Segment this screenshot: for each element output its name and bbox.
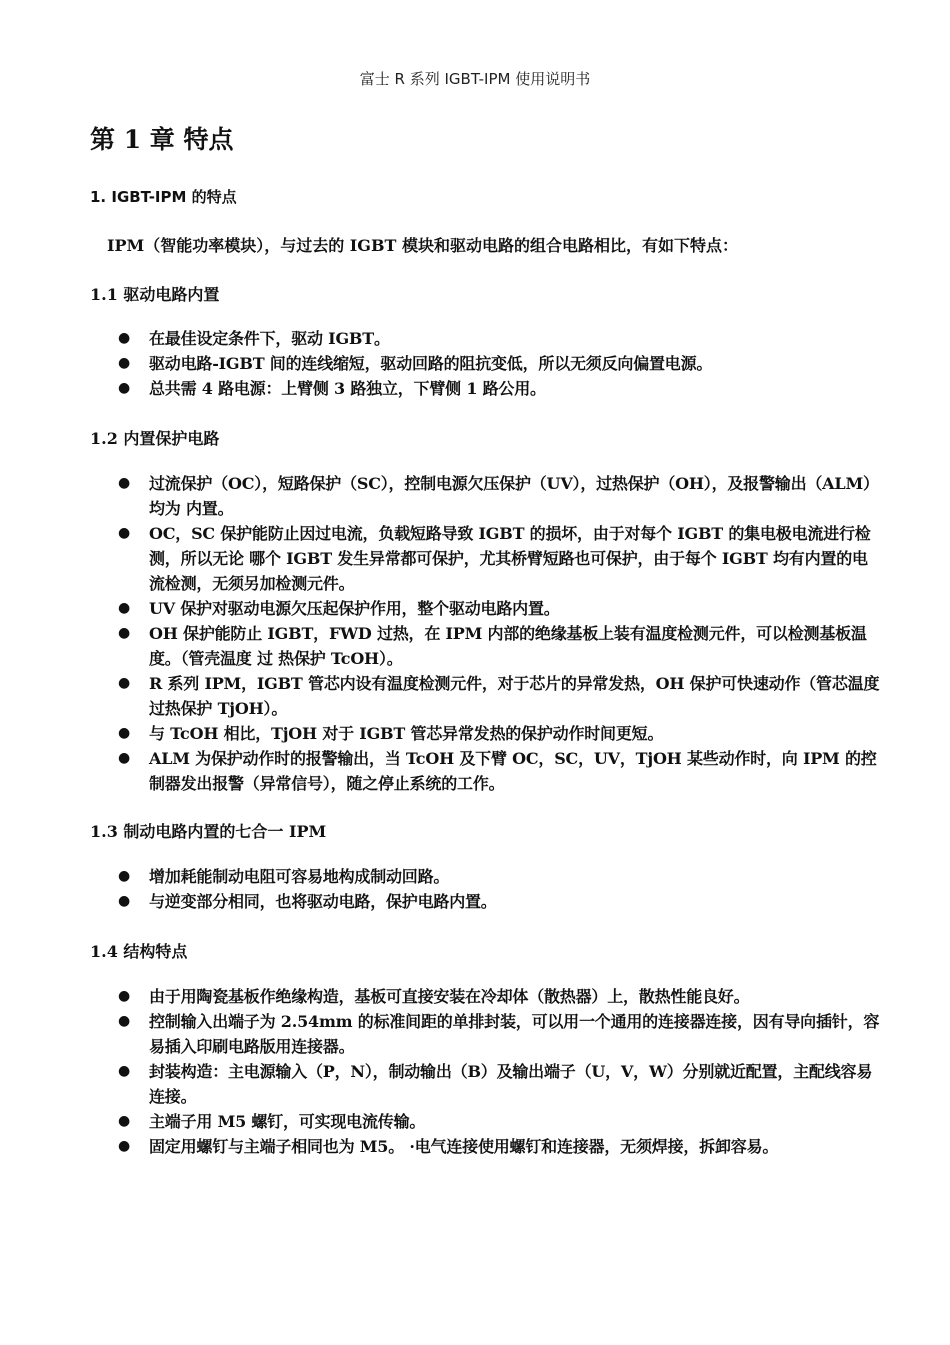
- subsection-heading-1-2: 1.2 内置保护电路: [90, 429, 220, 448]
- list-item: ● 封装构造：主电源输入（P，N），制动输出（B）及输出端子（U，V，W）分别就近配置，主配线容易连接。: [112, 1059, 882, 1109]
- bullet-list-1-4: [112, 984, 882, 1159]
- list-item: ● 由于用陶瓷基板作绝缘构造，基板可直接安装在冷却体（散热器）上，散热性能良好。: [112, 984, 882, 1009]
- bullet-icon: ●: [118, 725, 131, 741]
- bullet-icon: ●: [118, 355, 131, 371]
- list-item: ● OC，SC 保护能防止因过电流，负载短路导致 IGBT 的损坏，由于对每个 IGBT 的集电极电流进行检测，所以无论 哪个 IGBT 发生异常都可保护，尤其桥臂短路也可保护，由于每个 IGBT 均有内置的电流检测，无须另加检测元件。: [112, 521, 882, 596]
- bullet-icon: ●: [118, 868, 131, 884]
- list-item: ● 固定用螺钉与主端子相同也为 M5。 ·电气连接使用螺钉和连接器，无须焊接，拆卸容易。: [112, 1134, 882, 1159]
- subsection-heading-1-3: 1.3 制动电路内置的七合一 IPM: [90, 822, 327, 841]
- list-item: ● 增加耗能制动电阻可容易地构成制动回路。: [112, 864, 882, 889]
- subsection-heading-1-1: 1.1 驱动电路内置: [90, 285, 220, 304]
- list-item: ● UV 保护对驱动电源欠压起保护作用，整个驱动电路内置。: [112, 596, 882, 621]
- bullet-icon: ●: [118, 675, 131, 691]
- bullet-icon: ●: [118, 600, 131, 616]
- bullet-icon: ●: [118, 1138, 131, 1154]
- bullet-icon: ●: [118, 988, 131, 1004]
- list-item: ● 与逆变部分相同，也将驱动电路，保护电路内置。: [112, 889, 882, 914]
- page-header: 富士 R 系列 IGBT-IPM 使用说明书: [359, 70, 591, 88]
- bullet-list-1-2: [112, 471, 882, 796]
- list-item: ● 过流保护（OC），短路保护（SC），控制电源欠压保护（UV），过热保护（OH），及报警输出（ALM）均为 内置。: [112, 471, 882, 521]
- bullet-icon: ●: [118, 1063, 131, 1079]
- list-item: ● ALM 为保护动作时的报警输出，当 TcOH 及下臂 OC，SC，UV，TjOH 某些动作时，向 IPM 的控制器发出报警（异常信号），随之停止系统的工作。: [112, 746, 882, 796]
- bullet-list-1-1: [112, 326, 882, 401]
- bullet-icon: ●: [118, 475, 131, 491]
- bullet-icon: ●: [118, 750, 131, 766]
- list-item: ● 在最佳设定条件下，驱动 IGBT。: [112, 326, 882, 351]
- bullet-icon: ●: [118, 625, 131, 641]
- list-item: ● R 系列 IPM，IGBT 管芯内设有温度检测元件，对于芯片的异常发热，OH 保护可快速动作（管芯温度过热保护 TjOH）。: [112, 671, 882, 721]
- list-item: ● OH 保护能防止 IGBT，FWD 过热，在 IPM 内部的绝缘基板上装有温度检测元件，可以检测基板温度。（管壳温度 过 热保护 TcOH）。: [112, 621, 882, 671]
- list-item: ● 主端子用 M5 螺钉，可实现电流传输。: [112, 1109, 882, 1134]
- bullet-icon: ●: [118, 380, 131, 396]
- bullet-icon: ●: [118, 893, 131, 909]
- chapter-title: 第 1 章 特点: [90, 125, 234, 154]
- list-item: ● 总共需 4 路电源：上臂侧 3 路独立，下臂侧 1 路公用。: [112, 376, 882, 401]
- list-item: ● 驱动电路-IGBT 间的连线缩短，驱动回路的阻抗变低，所以无须反向偏置电源。: [112, 351, 882, 376]
- section-heading: 1. IGBT-IPM 的特点: [90, 188, 237, 206]
- subsection-heading-1-4: 1.4 结构特点: [90, 942, 188, 961]
- bullet-list-1-3: [112, 864, 882, 914]
- bullet-icon: ●: [118, 330, 131, 346]
- bullet-icon: ●: [118, 1013, 131, 1029]
- intro-paragraph: IPM（智能功率模块），与过去的 IGBT 模块和驱动电路的组合电路相比，有如下特点：: [107, 236, 738, 255]
- list-item: ● 控制输入出端子为 2.54mm 的标准间距的单排封装，可以用一个通用的连接器连接，因有导向插针，容易插入印刷电路版用连接器。: [112, 1009, 882, 1059]
- list-item: ● 与 TcOH 相比，TjOH 对于 IGBT 管芯异常发热的保护动作时间更短。: [112, 721, 882, 746]
- bullet-icon: ●: [118, 525, 131, 541]
- bullet-icon: ●: [118, 1113, 131, 1129]
